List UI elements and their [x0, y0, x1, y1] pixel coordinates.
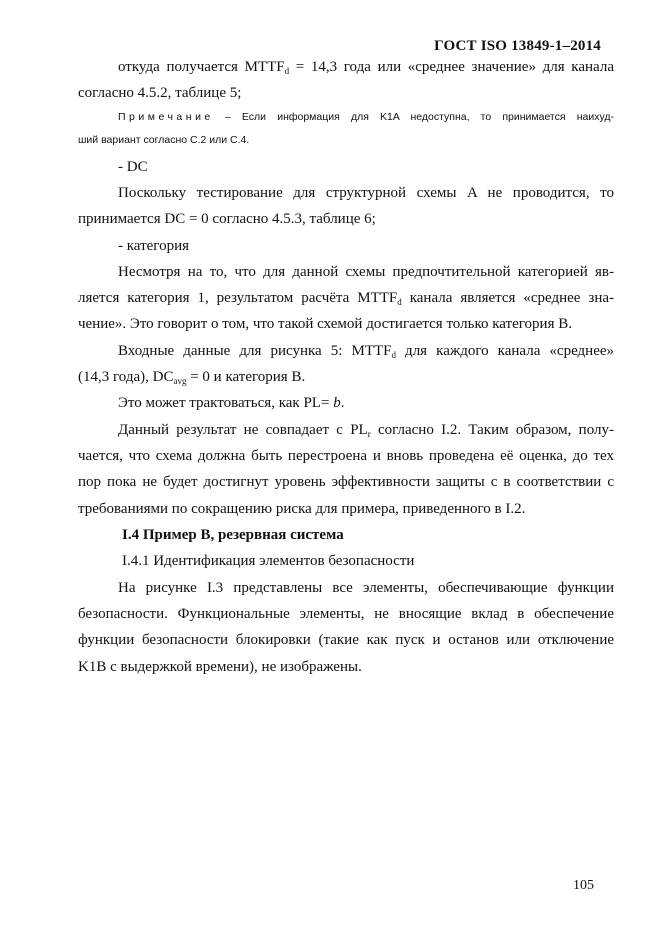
paragraph-dc-line2: принимается DC = 0 согласно 4.5.3, таблице 6;	[78, 211, 376, 227]
paragraph-elements-line4: K1B с выдержкой времени), не изображены.	[78, 659, 362, 675]
paragraph-pl	[78, 390, 614, 416]
text: = 0 и категория B.	[186, 369, 306, 385]
paragraph-result-line2: чается, что схема должна быть перестроена и вновь проведена её оценка, до тех	[78, 448, 614, 464]
subscript: d	[397, 297, 402, 307]
paragraph-dc-line1: Поскольку тестирование для структурной схемы A не проводится, то	[118, 185, 614, 201]
category-item: - категория	[118, 238, 189, 254]
paragraph-elements-line1: На рисунке I.3 представлены все элементы, обеспечивающие функции	[118, 580, 614, 596]
paragraph-category-line3: чение». Это говорит о том, что такой схемой достигается только категория B.	[78, 316, 572, 332]
text: Данный результат не совпадает с PL	[118, 422, 368, 438]
paragraph-result-line3: пор пока не будет достигнут уровень эффективности защиты с в соответствии с	[78, 474, 614, 490]
text: Входные данные для рисунка 5: MTTF	[118, 343, 392, 359]
paragraph-elements-line3: функции безопасности блокировки (такие как пуск и останов или отключение	[78, 632, 614, 648]
text: откуда получается MTTF	[118, 59, 285, 75]
text: для каждого канала «среднее»	[396, 343, 615, 359]
text: ляется категория 1, результатом расчёта MTTF	[78, 290, 398, 306]
subscript: r	[367, 429, 371, 439]
note-text: – Если информация для K1A недоступна, то принимается наихуд-	[213, 111, 614, 123]
subscript: d	[391, 350, 396, 360]
note-line1	[78, 106, 614, 129]
dc-item: - DC	[118, 159, 148, 175]
paragraph-elements-line2: безопасности. Функциональные элементы, не вносящие вклад в обеспечение	[78, 606, 614, 622]
text: = 14,3 года или «среднее значение» для канала	[289, 59, 614, 75]
note-line2: ший вариант согласно С.2 или С.4.	[78, 134, 250, 146]
pl-value: b	[333, 395, 341, 411]
paragraph-mttf-line2: согласно 4.5.2, таблице 5;	[78, 85, 242, 101]
text: .	[340, 395, 345, 411]
paragraph-category-line1: Несмотря на то, что для данной схемы предпочтительной категорией яв-	[118, 264, 614, 280]
document-header: ГОСТ ISO 13849-1–2014	[434, 38, 601, 54]
subscript: d	[284, 66, 290, 76]
text: согласно I.2. Таким образом, полу-	[370, 422, 614, 438]
note-label: Примечание	[118, 111, 214, 123]
text: канала является «среднее зна-	[401, 290, 615, 306]
section-heading: I.4 Пример B, резервная система	[122, 527, 344, 543]
subsection-heading: I.4.1 Идентификация элементов безопасности	[122, 553, 415, 569]
subscript: avg	[173, 376, 187, 386]
paragraph-result-line4: требованиями по сокращению риска для примера, приведенного в I.2.	[78, 501, 526, 517]
page-number: 105	[573, 878, 594, 893]
text: (14,3 года), DC	[78, 369, 174, 385]
text: Это может трактоваться, как PL=	[118, 395, 334, 411]
